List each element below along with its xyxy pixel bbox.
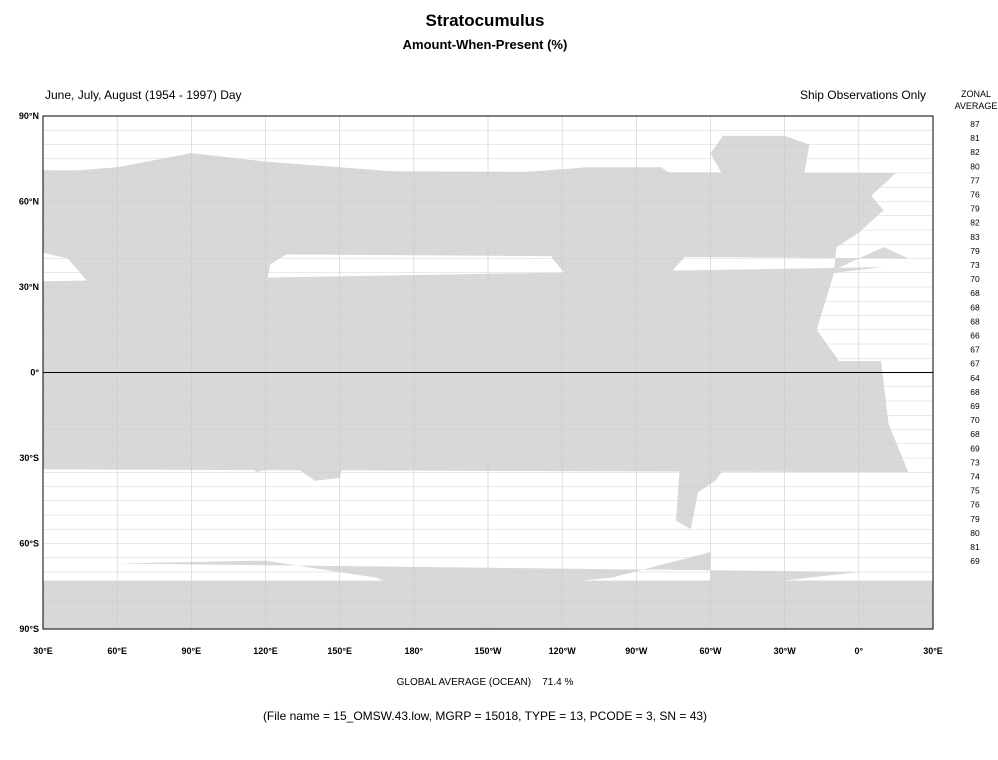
zonal-average-value: 80 <box>970 527 980 538</box>
zonal-average-value: 70 <box>970 415 980 426</box>
zonal-average-value: 67 <box>970 358 980 369</box>
lon-label: 30°W <box>773 646 796 656</box>
zonal-average-value: 64 <box>970 372 980 383</box>
zonal-average-value: 79 <box>970 245 980 256</box>
lat-label: 30°N <box>18 282 39 292</box>
lon-label: 120°W <box>548 646 576 656</box>
zonal-average-value: 79 <box>970 203 980 214</box>
zonal-average-value: 81 <box>970 542 980 552</box>
zonal-average-value: 69 <box>970 401 980 411</box>
zonal-average-value: 73 <box>970 260 980 270</box>
zonal-average-value: 73 <box>970 457 980 468</box>
lon-label: 60°E <box>107 646 127 656</box>
africa-west-land <box>43 267 908 472</box>
zonal-average-value: 69 <box>970 556 980 567</box>
zonal-average-value: 67 <box>970 344 980 355</box>
zonal-average-value: 70 <box>970 274 980 285</box>
lon-label: 120°E <box>253 646 278 656</box>
zonal-average-value: 82 <box>970 147 980 158</box>
lon-label: 150°E <box>327 646 352 656</box>
zonal-average-value: 76 <box>970 499 980 510</box>
file-info: (File name = 15_OMSW.43.low, MGRP = 15018, TYPE = 13, PCODE = 3, SN = 43) <box>262 709 708 723</box>
lon-label: 150°W <box>474 646 502 656</box>
lon-label: 30°E <box>33 646 53 656</box>
lat-label: 90°S <box>19 624 39 634</box>
lon-label: 0° <box>854 646 864 656</box>
zonal-average-value: 69 <box>970 443 980 454</box>
zonal-average-value: 68 <box>970 302 980 313</box>
zonal-average-value: 87 <box>970 119 980 129</box>
zonal-average-value: 83 <box>970 231 980 242</box>
lon-label: 180° <box>404 646 424 656</box>
source-label: Ship Observations Only <box>799 88 926 102</box>
lon-label: 30°E <box>923 646 943 656</box>
zonal-average-value: 75 <box>970 485 980 496</box>
period-label: June, July, August (1954 - 1997) Day <box>45 88 242 102</box>
lat-label: 90°N <box>18 111 39 121</box>
zonal-average-value: 79 <box>970 513 980 524</box>
lat-label: 30°S <box>19 453 39 463</box>
zonal-average-value: 74 <box>970 471 980 482</box>
zonal-header-line-1: ZONAL <box>960 89 991 99</box>
zonal-average-value: 81 <box>970 133 980 144</box>
zonal-average-value: 80 <box>970 161 980 172</box>
lat-label: 60°S <box>19 538 39 549</box>
zonal-average-value: 68 <box>970 429 980 440</box>
global-average <box>0 677 970 688</box>
lon-label: 60°W <box>699 646 722 656</box>
zonal-header-line-2: AVERAGE <box>954 101 998 111</box>
zonal-average-value: 68 <box>970 288 980 299</box>
zonal-average-value: 68 <box>970 316 980 327</box>
global-average-label: GLOBAL AVERAGE (OCEAN) <box>396 677 532 688</box>
lon-label: 90°E <box>181 646 202 656</box>
zonal-average-value: 68 <box>970 386 980 397</box>
lat-label: 60°N <box>18 196 39 207</box>
lon-label: 90°W <box>625 646 648 656</box>
zonal-average-value: 76 <box>970 189 980 200</box>
map-subtitle: Amount-When-Present (%) <box>402 37 568 52</box>
global-average-value: 71.4 % <box>542 677 574 688</box>
zonal-average-value: 66 <box>970 330 980 341</box>
zonal-average-value: 77 <box>970 175 980 186</box>
map-title: Stratocumulus <box>425 11 545 30</box>
zonal-average-value: 82 <box>970 217 980 228</box>
lat-label: 0° <box>30 367 39 378</box>
